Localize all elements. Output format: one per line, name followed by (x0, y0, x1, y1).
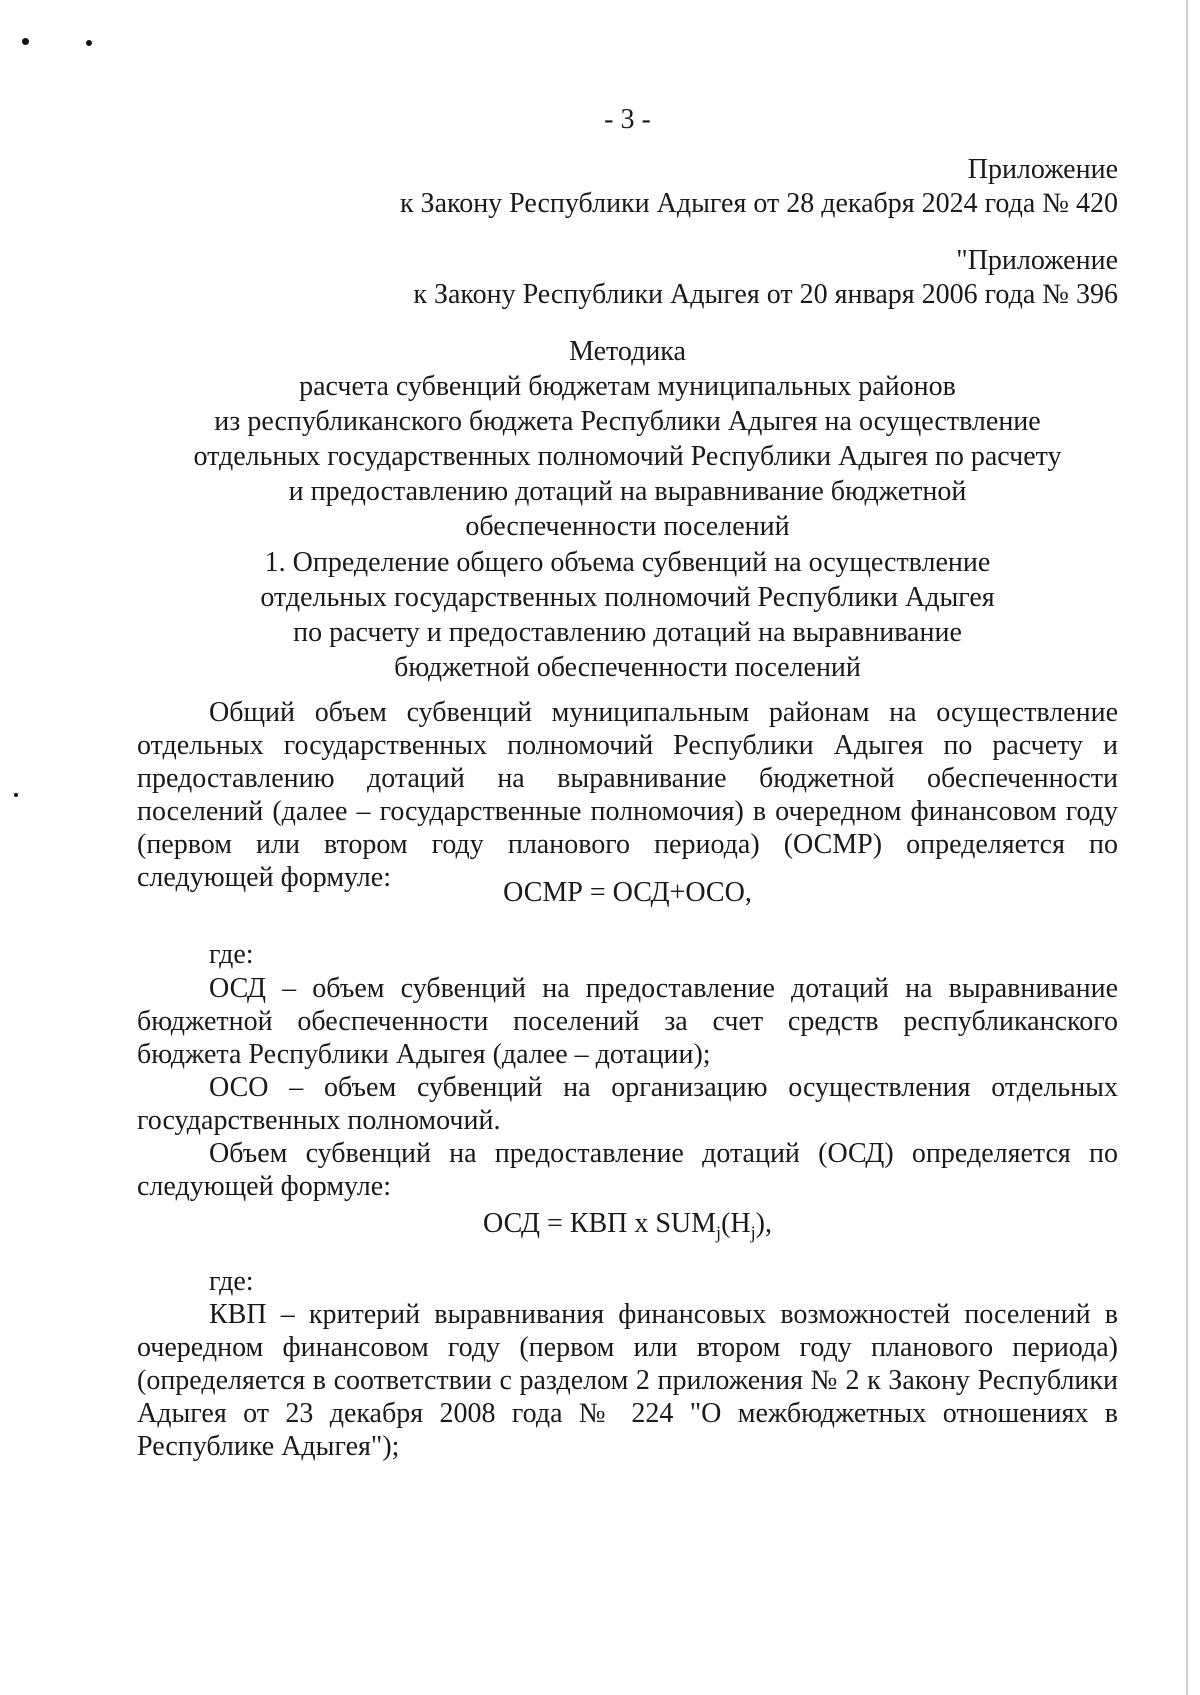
definition-kvp: КВП – критерий выравнивания финансовых возможностей поселений в очередном финансовом году (первом или втором году планового периода) (определяется в соответствии с разделом 2 приложения № 2 к Закону Республики Адыгея от 23 декабря 2008 года № 224 "О межбюджетных отношениях в Республике Адыгея"); (137, 1299, 1118, 1462)
formula-osmr: ОСМР = ОСД+ОСО, (503, 877, 752, 908)
section1-title-line: по расчету и предоставлению дотаций на выравнивание (293, 617, 962, 648)
method-title-line: расчета субвенций бюджетам муниципальных районов (299, 371, 956, 402)
section1-title (150, 545, 1105, 685)
section1-title-line: бюджетной обеспеченности поселений (394, 652, 861, 683)
page-number: - 3 - (604, 104, 651, 135)
definitions-2 (137, 1298, 1118, 1463)
formula-osd (137, 1208, 1118, 1244)
appendix-new (300, 153, 1118, 221)
paragraph-1 (137, 696, 1118, 894)
method-title-line: отдельных государственных полномочий Республики Адыгея по расчету (193, 441, 1062, 472)
where-label-2: где: (209, 1266, 254, 1297)
paragraph-2: Объем субвенций на предоставление дотаций (ОСД) определяется по следующей формуле: (137, 1138, 1118, 1202)
page-edge (1186, 0, 1188, 1695)
appendix-old-title: "Приложение (956, 245, 1118, 276)
method-title-line: Методика (569, 336, 686, 367)
scan-dot (22, 38, 29, 45)
appendix-old (300, 244, 1118, 312)
definitions-1 (137, 972, 1118, 1203)
definition-osd: ОСД – объем субвенций на предоставление дотаций на выравнивание бюджетной обеспеченности поселений за счет средств республиканского бюджета Республики Адыгея (далее – дотации); (137, 973, 1118, 1070)
definition-oso: ОСО – объем субвенций на организацию осуществления отдельных государственных полномочий. (137, 1072, 1118, 1136)
formula-osd-left: ОСД = КВП х SUM (483, 1208, 717, 1239)
where-label-1: где: (209, 939, 254, 970)
method-title-line: из республиканского бюджета Республики Адыгея на осуществление (214, 406, 1041, 437)
formula-osd-sub: j (750, 1222, 756, 1243)
formula-osd-mid: (H (721, 1208, 751, 1239)
method-title (150, 334, 1105, 544)
appendix-new-ref: к Закону Республики Адыгея от 28 декабря 2024 года № 420 (399, 188, 1118, 219)
scan-dot (14, 793, 18, 797)
method-title-line: и предоставлению дотаций на выравнивание бюджетной (288, 476, 967, 507)
appendix-new-title: Приложение (967, 154, 1118, 185)
paragraph-1-text: Общий объем субвенций муниципальным районам на осуществление отдельных государственных полномочий Республики Адыгея по расчету и предоставлению дотаций на выравнивание бюджетной обеспеченности поселений (далее – государственные полномочия) в очередном финансовом году (первом или втором году планового периода) (ОСМР) определяется по следующей формуле: (137, 697, 1118, 893)
appendix-old-ref: к Закону Республики Адыгея от 20 января 2006 года № 396 (413, 279, 1118, 310)
method-title-line: обеспеченности поселений (465, 511, 790, 542)
section1-title-line: 1. Определение общего объема субвенций на осуществление (264, 547, 991, 578)
scan-dot (86, 40, 92, 46)
section1-title-line: отдельных государственных полномочий Республики Адыгея (260, 582, 995, 613)
formula-osd-end: ), (755, 1208, 772, 1239)
formula-osd-sub: j (716, 1222, 722, 1243)
